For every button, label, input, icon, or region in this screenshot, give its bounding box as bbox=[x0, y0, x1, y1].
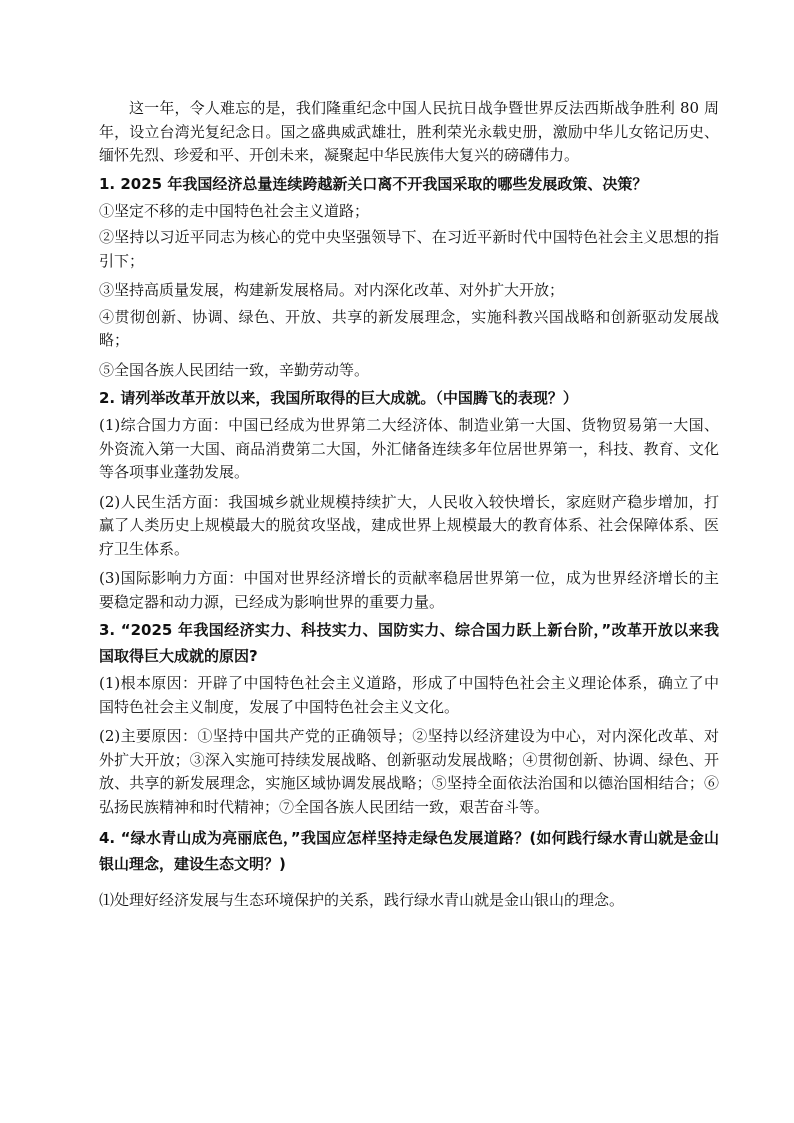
question-4-title: 4. “绿水青山成为亮丽底色，”我国应怎样坚持走绿色发展道路？(如何践行绿水青山就是金山银山理念，建设生态文明？) bbox=[99, 829, 719, 873]
q1-item-4: ④贯彻创新、协调、绿色、开放、共享的新发展理念，实施科教兴国战略和创新驱动发展战略； bbox=[99, 307, 719, 349]
q1-item-3: ③坚持高质量发展，构建新发展格局。对内深化改革、对外扩大开放； bbox=[99, 281, 565, 299]
q3-item-2: (2)主要原因：①坚持中国共产党的正确领导；②坚持以经济建设为中心，对内深化改革、对外扩大开放；③深入实施可持续发展战略、创新驱动发展战略；④贯彻创新、协调、绿色、开放、共享的新发展理念，实施区域协调发展战略；⑤坚持全面依法治国和以德治国相结合；⑥弘扬民族精神和时代精神；⑦全国各族人民团结一致，艰苦奋斗等。 bbox=[99, 727, 719, 816]
question-3-title: 3. “2025 年我国经济实力、科技实力、国防实力、综合国力跃上新台阶，”改革开放以来我国取得巨大成就的原因? bbox=[99, 621, 719, 665]
document-page bbox=[99, 97, 719, 913]
question-1-title: 1. 2025 年我国经济总量连续跨越新关口离不开我国采取的哪些发展政策、决策？ bbox=[99, 174, 648, 193]
q2-item-3: (3)国际影响力方面：中国对世界经济增长的贡献率稳居世界第一位，成为世界经济增长的主要稳定器和动力源，已经成为影响世界的重要力量。 bbox=[99, 569, 719, 611]
q2-item-2: (2)人民生活方面：我国城乡就业规模持续扩大，人民收入较快增长，家庭财产稳步增加，打赢了人类历史上规模最大的脱贫攻坚战，建成世界上规模最大的教育体系、社会保障体系、医疗卫生体系。 bbox=[99, 492, 719, 558]
q3-item-1: (1)根本原因：开辟了中国特色社会主义道路，形成了中国特色社会主义理论体系，确立了中国特色社会主义制度，发展了中国特色社会主义文化。 bbox=[99, 674, 719, 716]
q1-item-2: ②坚持以习近平同志为核心的党中央坚强领导下、在习近平新时代中国特色社会主义思想的指引下； bbox=[99, 228, 719, 270]
question-2-title: 2. 请列举改革开放以来，我国所取得的巨大成就。（中国腾飞的表现？） bbox=[99, 389, 578, 407]
intro-paragraph: 这一年，令人难忘的是，我们隆重纪念中国人民抗日战争暨世界反法西斯战争胜利 80 周年，设立台湾光复纪念日。国之盛典威武雄壮，胜利荣光永载史册，激励中华儿女铭记历史、缅怀先烈、珍爱和平、开创未来，凝聚起中华民族伟大复兴的磅礴伟力。 bbox=[99, 99, 719, 164]
q2-item-1: (1)综合国力方面：中国已经成为世界第二大经济体、制造业第一大国、货物贸易第一大国、外资流入第一大国、商品消费第二大国，外汇储备连续多年位居世界第一，科技、教育、文化等各项事业蓬勃发展。 bbox=[99, 416, 719, 481]
q4-item-1: ⑴处理好经济发展与生态环境保护的关系，践行绿水青山就是金山银山的理念。 bbox=[99, 891, 625, 909]
q1-item-5: ⑤全国各族人民团结一致，辛勤劳动等。 bbox=[99, 360, 370, 379]
q1-item-1: ①坚定不移的走中国特色社会主义道路； bbox=[99, 201, 370, 220]
